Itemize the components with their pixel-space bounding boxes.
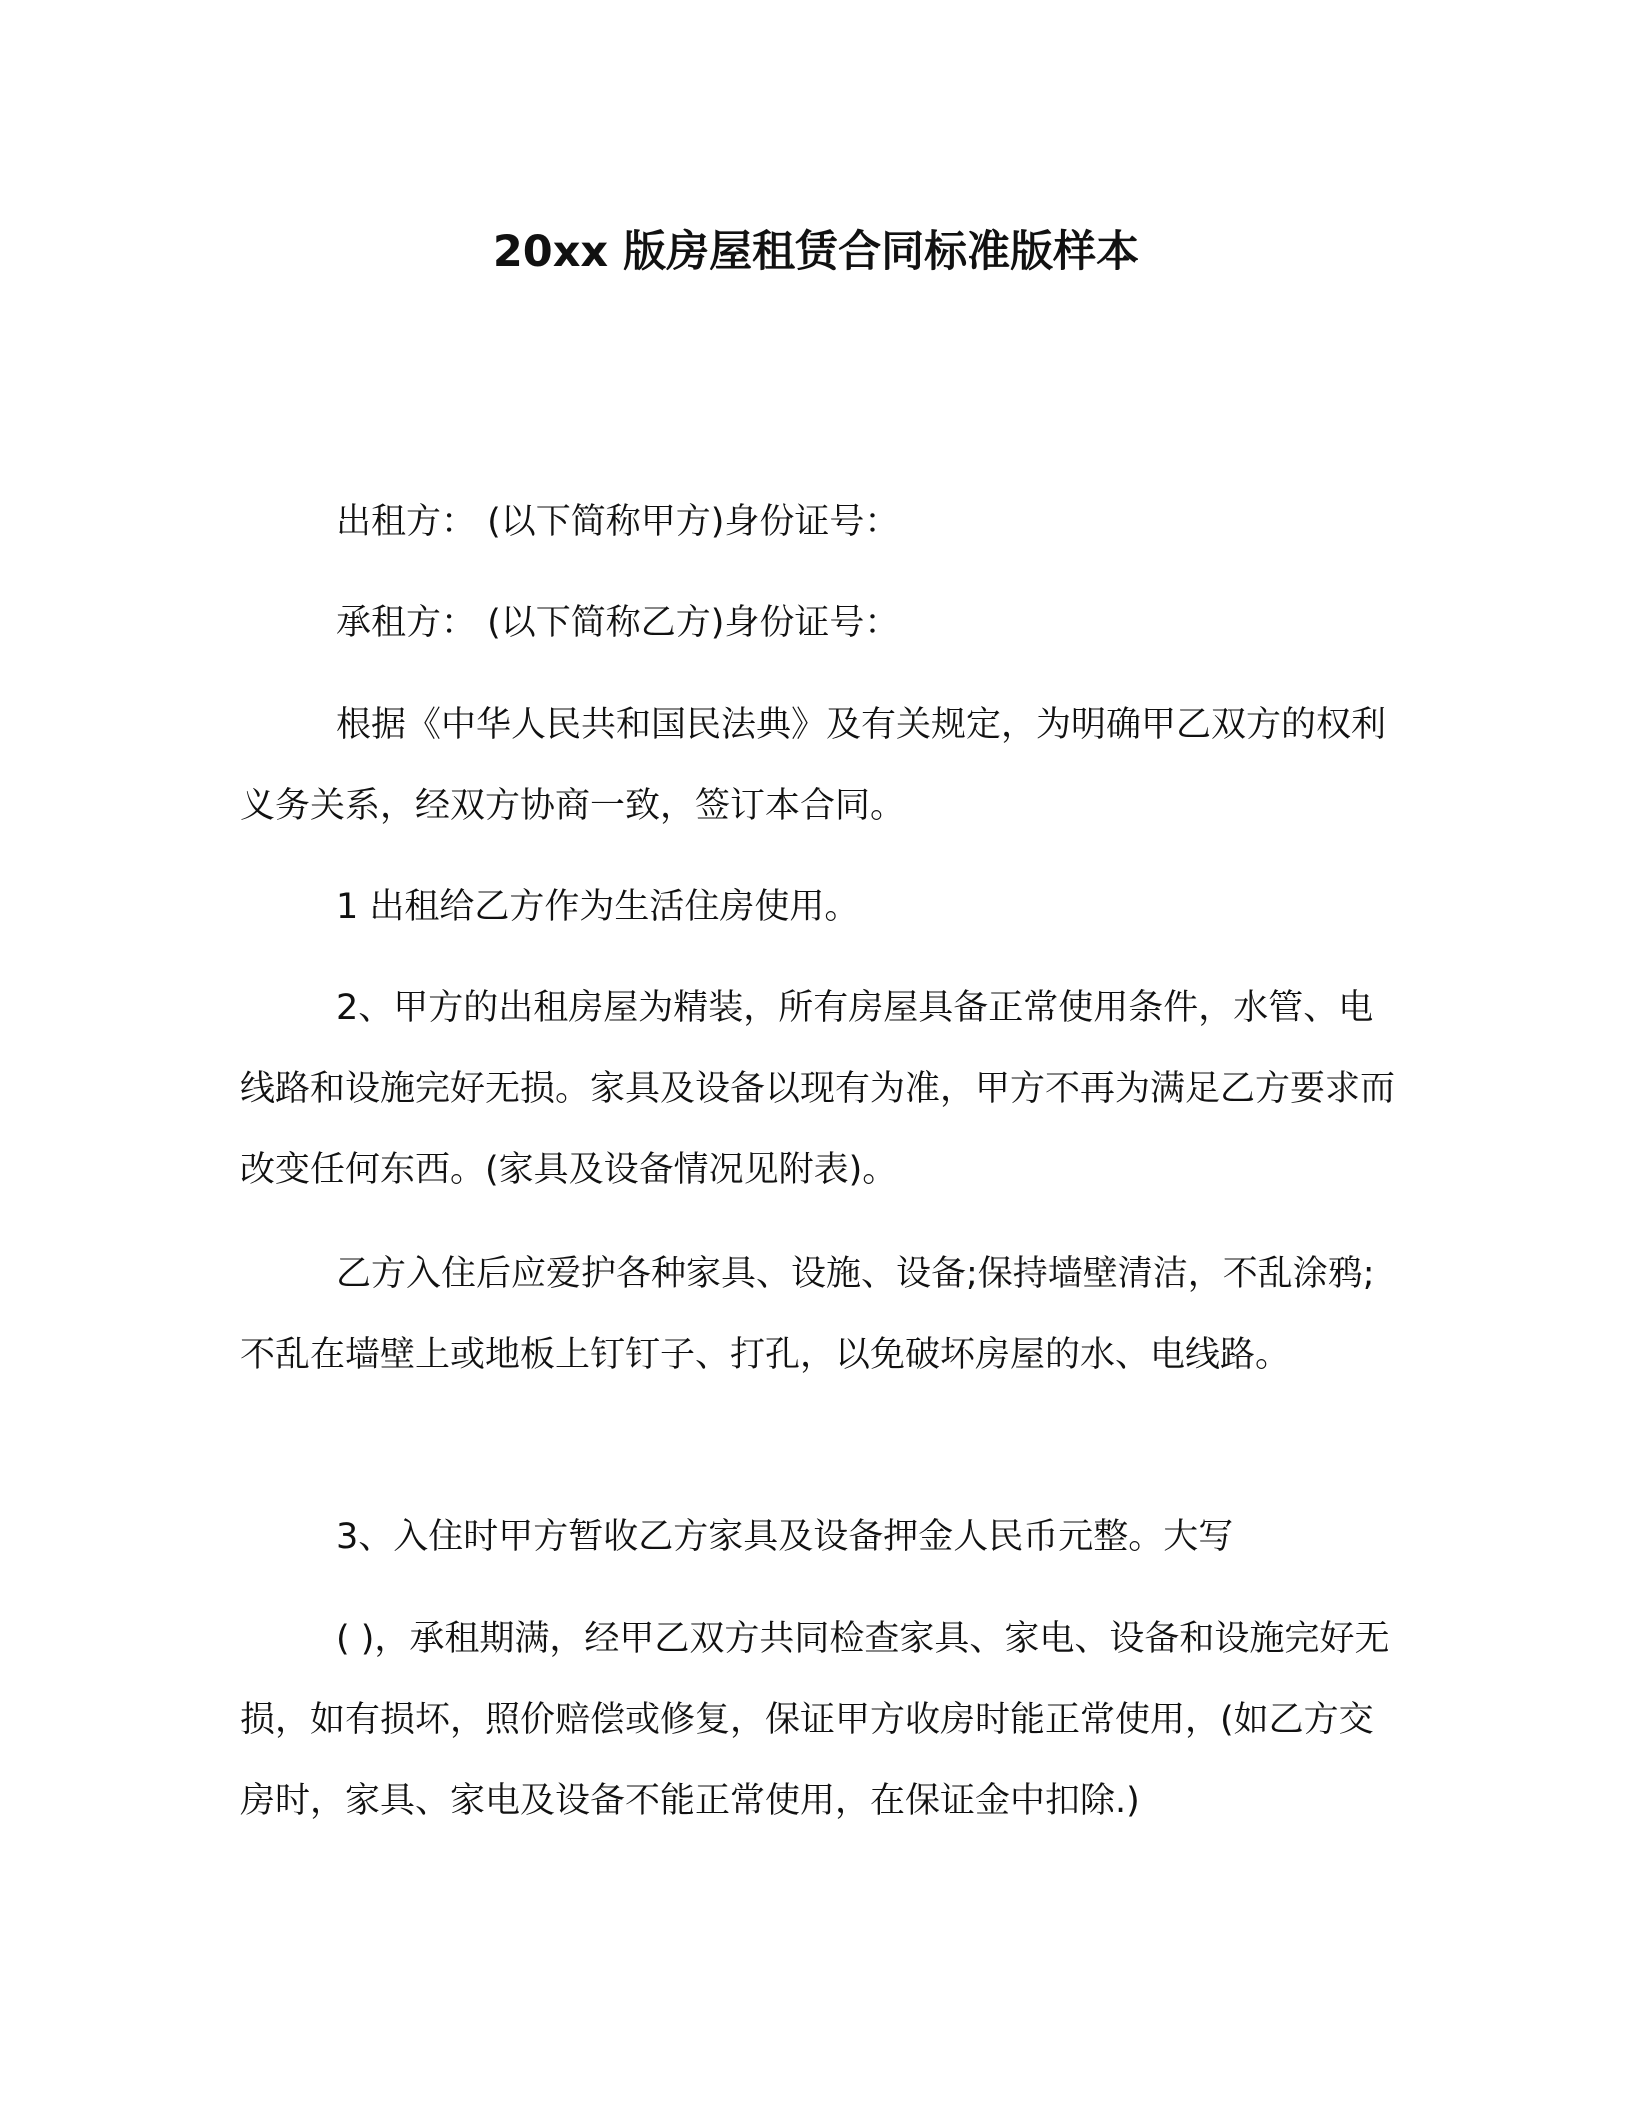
paragraph-clause-1: 1 出租给乙方作为生活住房使用。 bbox=[336, 887, 860, 927]
paragraph-clause-3: 3、入住时甲方暂收乙方家具及设备押金人民币元整。大写 bbox=[336, 1517, 1234, 1557]
paragraph-lessee: 承租方： (以下简称乙方)身份证号： bbox=[336, 603, 900, 643]
paragraph-clause-2: 2、甲方的出租房屋为精装，所有房屋具备正常使用条件，水管、电线路和设施完好无损。家具及设备以现有为准，甲方不再为满足乙方要求而改变任何东西。(家具及设备情况见附表)。 bbox=[240, 988, 1396, 1190]
paragraph-lessor: 出租方： (以下简称甲方)身份证号： bbox=[336, 502, 900, 542]
paragraph-preamble: 根据《中华人民共和国民法典》及有关规定，为明确甲乙双方的权利义务关系，经双方协商一致，签订本合同。 bbox=[240, 705, 1387, 826]
paragraph-tenant-duties: 乙方入住后应爱护各种家具、设施、设备;保持墙壁清洁，不乱涂鸦;不乱在墙壁上或地板上钉钉子、打孔，以免破坏房屋的水、电线路。 bbox=[240, 1254, 1375, 1375]
document-title: 20xx 版房屋租赁合同标准版样本 bbox=[492, 227, 1140, 277]
paragraph-deposit-terms: ( )，承租期满，经甲乙双方共同检查家具、家电、设备和设施完好无损，如有损坏，照价赔偿或修复，保证甲方收房时能正常使用，(如乙方交房时，家具、家电及设备不能正常使用，在保证金中扣除.) bbox=[240, 1619, 1390, 1821]
